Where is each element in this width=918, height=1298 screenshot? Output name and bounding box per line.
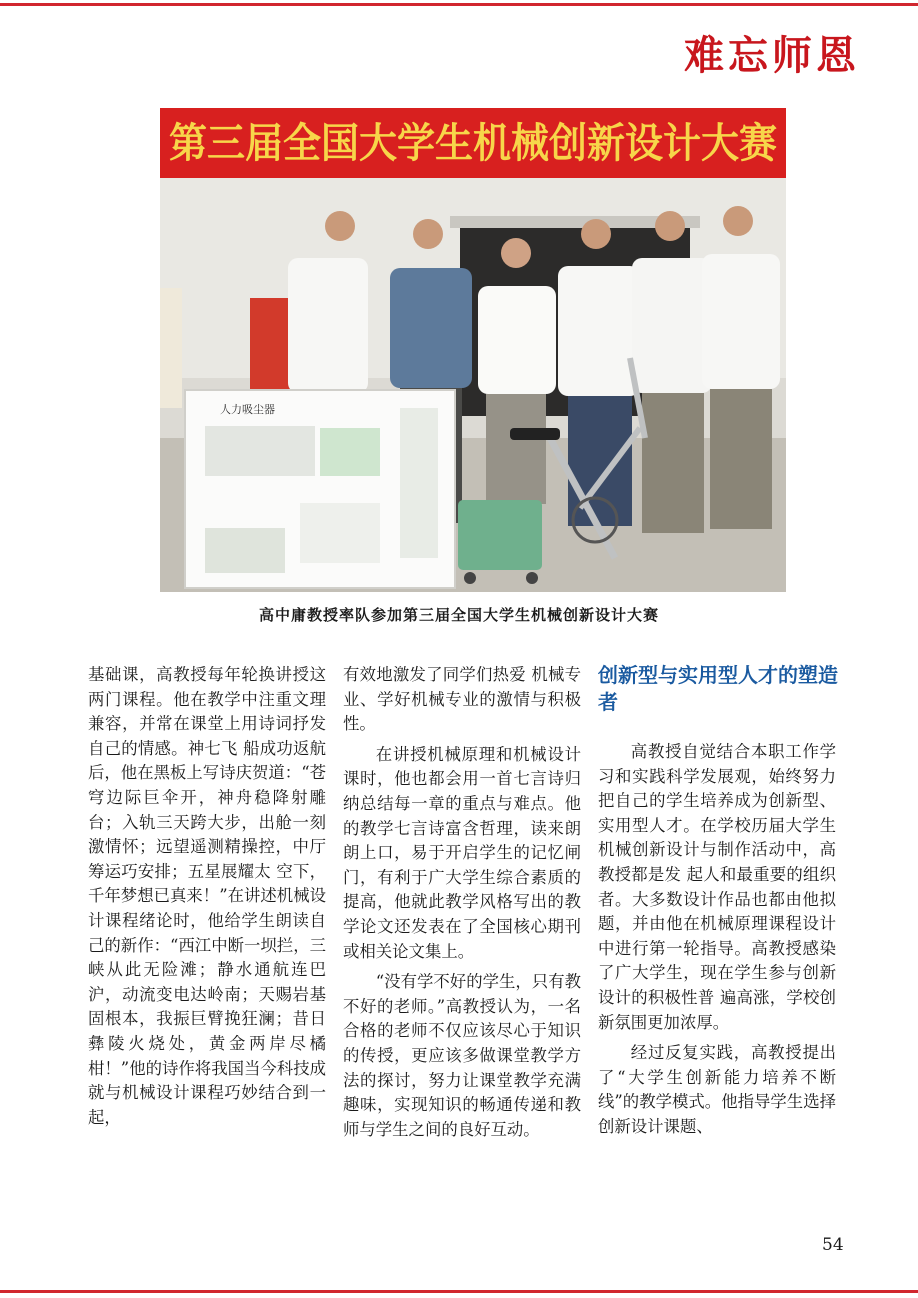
paragraph: 基础课，高教授每年轮换讲授这两门课程。他在教学中注重文理兼容，并常在课堂上用诗词抒发自己的情感。神七飞 船成功返航后，他在黑板上写诗庆贺道：“苍穹边际巨伞开，神舟稳降射雕台；入轨三天跨大步，出舱一刻激情怀；远望遥测精操控，中厅筹运巧安排；五星展耀太 空下，千年梦想已真来！”在讲述机械设计课程绪论时，他给学生朗读自己的新作：“西江中断一坝拦，三峡从此无险滩；静水通航连巴沪，动流变电达岭南；天赐岩基固根本，我振巨臂挽狂澜；昔日彝陵火烧处，黄金两岸尽橘柑！”他的诗作将我国当今科技成就与机械设计课程巧妙结合到一起， [88,665,326,1127]
top-rule [0,3,918,6]
column-2 [343,663,581,1142]
page-number: 54 [822,1235,844,1255]
paragraph: 经过反复实践，高教授提出了“大学生创新能力培养不断线”的教学模式。他指导学生选择创新设计课题、 [598,1043,836,1136]
banner-text: 第三届全国大学生机械创新设计大赛 [169,119,777,167]
paragraph: 在讲授机械原理和机械设计课时，他也都会用一首七言诗归纳总结每一章的重点与难点。他的教学七言诗富含哲理，读来朗朗上口，易于开启学生的记忆闸门，有利于广大学生综合素质的提高，他就此教学风格写出的教学论文还发表在了全国核心期刊或相关论文集上。 [343,744,581,961]
paragraph: “没有学不好的学生，只有教不好的老师。”高教授认为，一名合格的老师不仅应该尽心于知识的传授，更应该多做课堂教学方法的探讨，努力让课堂教学充满趣味，实现知识的畅通传递和教师与学生之间的良好互动。 [343,972,581,1139]
paragraph: 有效地激发了同学们热爱 机械专业、学好机械专业的激情与积极性。 [343,665,581,734]
column-3 [598,740,836,1140]
bottom-rule [0,1290,918,1293]
photo-caption: 高中庸教授率队参加第三届全国大学生机械创新设计大赛 [258,606,659,624]
column-1 [88,663,326,1130]
team-photo [160,108,786,592]
section-title: 难忘师恩 [684,32,860,79]
poster-title: 人力吸尘器 [220,403,275,416]
column-3-heading: 创新型与实用型人才的塑造者 [598,663,838,714]
paragraph: 高教授自觉结合本职工作学习和实践科学发展观，始终努力把自己的学生培养成为创新型、实用型人才。在学校历届大学生机械创新设计与制作活动中，高教授都是发 起人和最重要的组织者。大多数设计作品也都由他拟题，并由他在机械原理课程设计中进行第一轮指导。高教授感染了广大学生，现在学生参与创新设计的积极性普 遍高涨，学校创新氛围更加浓厚。 [598,742,836,1032]
